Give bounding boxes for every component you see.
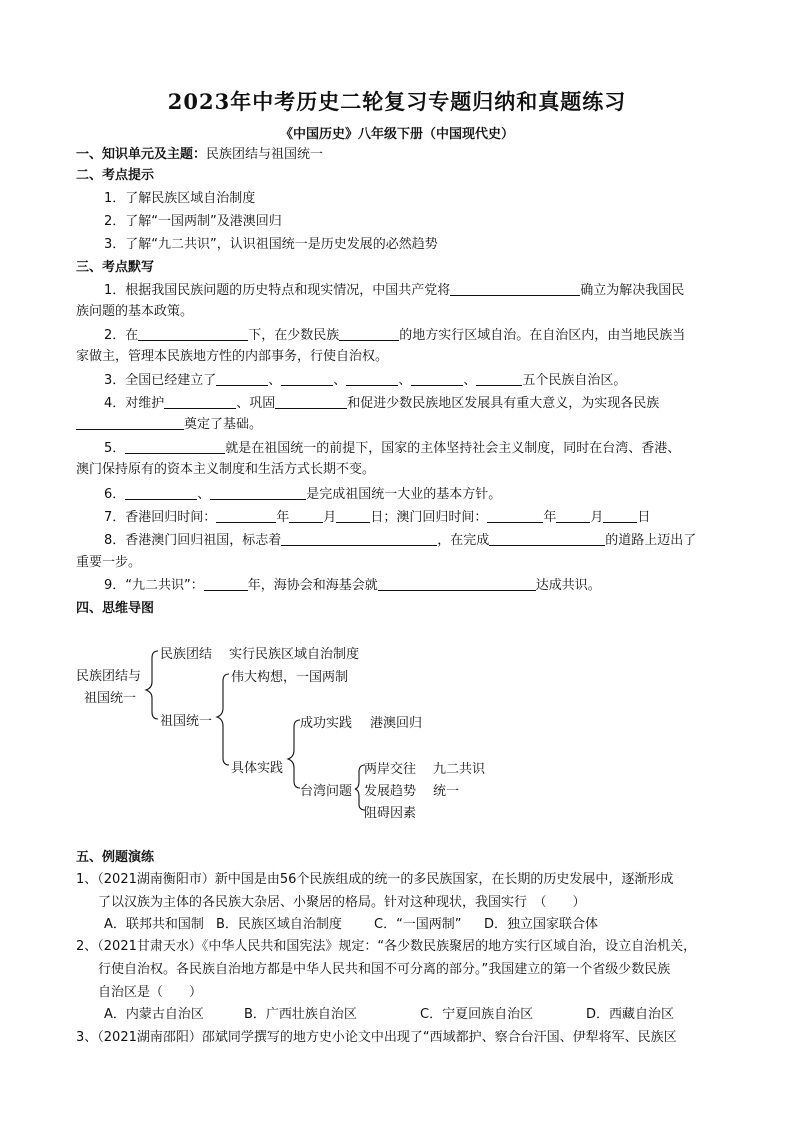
mm-node-concept: 伟大构想，一国两制 [231,670,349,685]
q7-text-b: 澳门回归时间： [396,510,488,525]
q7-text-a: 7．香港回归时间： [104,510,217,525]
example-2-number: 2、 [76,939,98,954]
example-1-option-a[interactable]: A．联邦共和国制 [104,917,204,932]
example-1-stem-2: 了以汉族为主体的各民族大杂居、小聚居的格局。针对这种现状，我国实行 （ ） [98,895,586,910]
q6-text-b: 是完成祖国统一大业的基本方针。 [306,487,502,502]
example-1-option-d[interactable]: D．独立国家联合体 [484,917,599,932]
example-2-options [104,1004,794,1026]
example-2-option-a[interactable]: A．内蒙古自治区 [104,1007,204,1022]
q7-year-2: 年 [543,510,557,525]
q4-text-c: 和促进少数民族地区发展具有重大意义，为实现各民族 [347,396,660,411]
q9-text-a: 9．“九二共识”： [104,578,204,593]
example-1-options [104,914,794,936]
mm-node-tw-trend-detail: 统一 [433,784,460,799]
q3-sep-2: 、 [333,373,347,388]
q9-text-c: 达成共识。 [535,578,601,593]
root-brace [146,651,158,719]
page-subtitle: 《中国历史》八年级下册（中国现代史） [279,127,514,142]
mm-node-reunify: 祖国统一 [160,714,213,729]
q8-text-b: ，在完成 [437,533,490,548]
q7-day-1: 日； [370,510,397,525]
mm-root-line-1: 民族团结与 [76,669,142,684]
q1-text-c: 族问题的基本政策。 [76,304,194,319]
example-1-stem-1: （2021湖南衡阳市）新中国是由56个民族组成的统一的多民族国家，在长期的历史发展中，逐渐形成 [97,872,674,887]
section-1-text: 民族团结与祖国统一 [206,147,324,162]
q7-month-1: 月 [323,510,337,525]
mm-node-success: 成功实践 [300,716,353,731]
q1-text-b: 确立为解决我国民 [580,283,685,298]
outline-item-3: 3．了解“九二共识”，认识祖国统一是历史发展的必然趋势 [104,237,438,252]
section-4-label: 四、思维导图 [76,601,155,616]
q3-sep-3: 、 [398,373,412,388]
q4-text-a: 4．对维护 [104,396,165,411]
mm-node-tw-trend: 发展趋势 [364,784,417,799]
q6-text-a: 6． [104,487,126,502]
q3-text-b: 五个民族自治区。 [522,373,627,388]
q5-text-b: 就是在祖国统一的前提下，国家的主体坚持社会主义制度，同时在台湾、香港、 [225,441,681,456]
q7-month-2: 月 [590,510,604,525]
q2-text-d: 家做主，管理本民族地方性的内部事务，行使自治权。 [76,349,389,364]
example-1-option-b[interactable]: B．民族区域自治制度 [216,917,342,932]
q8-text-c: 的道路上迈出了 [605,533,697,548]
mm-node-success-detail: 港澳回归 [370,716,423,731]
outline-item-1: 1．了解民族区域自治制度 [104,191,256,206]
mm-node-tw-exchange-detail: 九二共识 [433,762,486,777]
example-3-stem-1: （2021湖南邵阳）邵斌同学撰写的地方史小论文中出现了“西域都护、察合台汗国、伊犁将军、民族区 [97,1030,677,1045]
mm-node-tw-obstacle: 阻碍因素 [364,806,417,821]
mm-node-taiwan: 台湾问题 [300,784,353,799]
q3-sep-1: 、 [268,373,282,388]
q2-text-b: 下，在少数民族 [248,328,340,343]
example-2-option-c[interactable]: C．宁夏回族自治区 [420,1007,534,1022]
section-5-label: 五、例题演练 [76,850,155,865]
mm-node-practice: 具体实践 [231,761,284,776]
q8-text-a: 8．香港澳门回归祖国，标志着 [104,533,282,548]
example-2-stem-3: 自治区是（ ） [98,985,203,1000]
question-7: 7．香港回归时间： 年 月 日；澳门回归时间： 年 月 日 [104,507,794,529]
q3-sep-4: 、 [463,373,477,388]
q4-text-d: 奠定了基础。 [184,417,263,432]
mm-node-unity: 民族团结 [160,647,213,662]
outline-item-2: 2．了解“一国两制”及港澳回归 [104,214,282,229]
q1-text-a: 1．根据我国民族问题的历史特点和现实情况，中国共产党将 [104,283,451,298]
section-3-label: 三、考点默写 [76,260,155,275]
page-title: 2023年中考历史二轮复习专题归纳和真题练习 [167,89,627,114]
section-2-label: 二、考点提示 [76,168,155,183]
example-1-option-c[interactable]: C．“一国两制” [374,917,462,932]
q7-year-1: 年 [276,510,290,525]
q9-text-b: 年，海协会和海基会就 [247,578,378,593]
practice-brace [288,720,300,788]
q2-text-a: 2．在 [104,328,139,343]
q6-sep: 、 [197,487,211,502]
example-2-stem-2: 行使自治权。各民族自治地方都是中华人民共和国不可分离的部分。”我国建立的第一个省级少数民族 [98,962,671,977]
mm-node-unity-detail: 实行民族区域自治制度 [229,647,360,662]
mm-root-line-2: 祖国统一 [84,691,137,706]
q5-text-c: 澳门保持原有的资本主义制度和生活方式长期不变。 [76,462,376,477]
mm-node-tw-exchange: 两岸交往 [364,762,417,777]
section-1-label: 一、知识单元及主题： [76,147,207,162]
reunify-brace [217,674,229,765]
example-2 [76,936,794,958]
q3-text-a: 3．全国已经建立了 [104,373,217,388]
q5-text-a: 5． [104,441,126,456]
example-2-option-b[interactable]: B．广西壮族自治区 [244,1007,357,1022]
example-1 [76,869,794,891]
example-3 [76,1027,794,1049]
q8-text-d: 重要一步。 [76,555,142,570]
example-2-option-d[interactable]: D．西藏自治区 [586,1007,675,1022]
q4-text-b: 、巩固 [236,396,276,411]
q2-text-c: 的地方实行区域自治。在自治区内，由当地民族当 [399,328,686,343]
example-3-number: 3、 [76,1030,98,1045]
example-1-number: 1、 [76,872,98,887]
example-2-stem-1: （2021甘肃天水）《中华人民共和国宪法》规定：“各少数民族聚居的地方实行区域自治，设立自治机关， [97,939,697,954]
